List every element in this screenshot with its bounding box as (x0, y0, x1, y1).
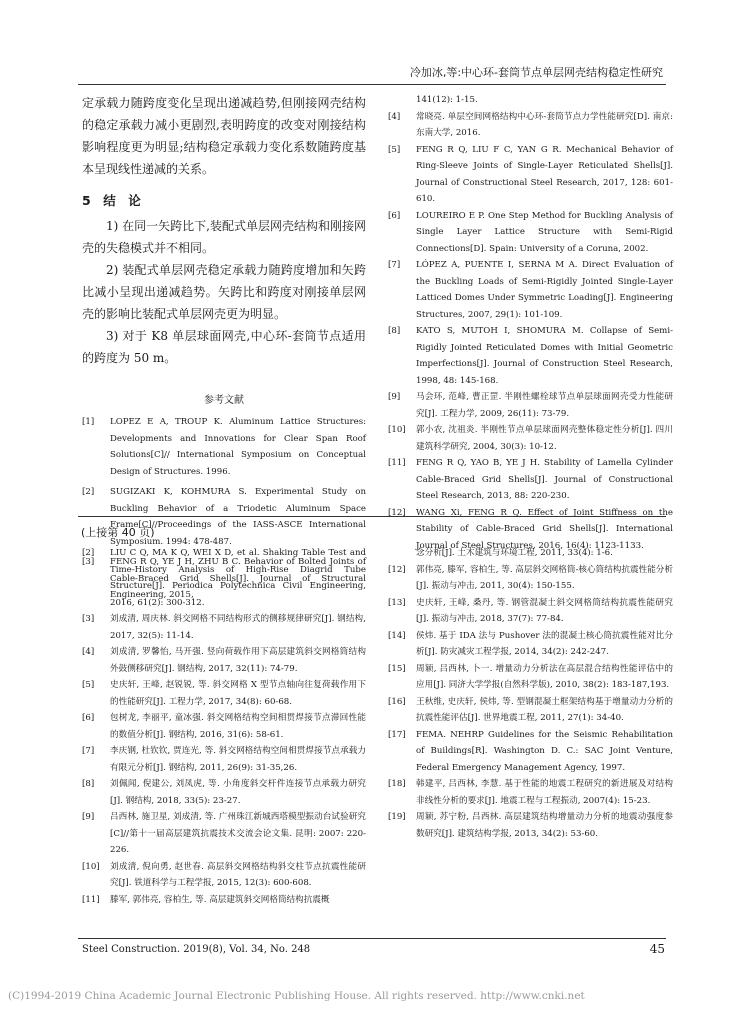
reference-text: 念分析[J]. 土木建筑与环境工程, 2011, 33(4): 1-6. (416, 548, 613, 558)
reference-entry (388, 389, 673, 422)
reference-text: WANG Xi, FENG R Q. Effect of Joint Stiffness on the Stability of Cable-Braced Grid Shells[J]. International Journal of Steel Structures, 2016, 16(4): 1123-1133. (416, 507, 673, 551)
reference-number: [5] (388, 144, 401, 155)
reference-text: 常晓亮. 单层空间网格结构中心环-套筒节点力学性能研究[D]. 南京: 东南大学, 2016. (416, 111, 673, 138)
reference-number: [8] (82, 779, 95, 789)
conclusion-item: 2) 装配式单层网壳稳定承载力随跨度增加和矢跨比减小呈现出递减趋势。矢跨比和跨度对刚接单层网壳的影响比装配式单层网壳更为明显。 (82, 263, 366, 321)
reference-number: [6] (388, 210, 401, 221)
reference-entry (82, 545, 366, 611)
reference-number: [3] (82, 614, 95, 624)
reference-entry (82, 710, 366, 743)
reference-text: FENG R Q, YAO B, YE J H. Stability of Lamella Cylinder Cable-Braced Grid Shells[J]. Journal of Constructional Steel Research, 2013, 88: 220-230. (416, 458, 673, 501)
reference-entry (388, 257, 673, 323)
reference-entry (388, 109, 673, 142)
header-rule (78, 84, 666, 85)
footer-journal-info: Steel Construction. 2019(8), Vol. 34, No. 248 (82, 944, 311, 955)
reference-number: [8] (388, 326, 401, 336)
reference-number: [4] (82, 647, 95, 657)
reference-text: LÓPEZ A, PUENTE I, SERNA M A. Direct Evaluation of the Buckling Loads of Semi-Rigidly Jointed Single-Layer Latticed Domes Under Symmetric Loading[J]. Engineering Structures, 2007, 29(1): 101-109. (416, 260, 673, 320)
reference-number: [9] (82, 812, 95, 822)
reference-number: [11] (388, 458, 406, 468)
reference-entry (82, 414, 366, 480)
reference-text: 侯炜. 基于 IDA 法与 Pushover 法的混凝土核心筒抗震性能对比分析[J]. 防灾减灾工程学报, 2014, 34(2): 242-247. (416, 630, 673, 657)
reference-text: 韩建平, 吕西林, 李慧. 基于性能的地震工程研究的新进展及对结构非线性分析的要求[J]. 地震工程与工程振动, 2007(4): 15-23. (416, 779, 673, 806)
reference-text: FEMA. NEHRP Guidelines for the Seismic Rehabilitation of Buildings[R]. Washington D. C.: SAC Joint Venture, Federal Emergency Management Agency, 1997. (416, 729, 673, 773)
reference-entry (82, 743, 366, 776)
reference-entry (388, 776, 673, 809)
right-column (388, 92, 673, 554)
reference-text: 马会环, 范峰, 曹正罡. 半刚性螺栓球节点单层球面网壳受力性能研究[J]. 工程力学, 2009, 26(11): 73-79. (416, 392, 673, 419)
reference-entry (388, 422, 673, 455)
reference-entry (82, 892, 366, 909)
reference-number: [16] (388, 696, 406, 707)
reference-text: LOUREIRO E P. One Step Method for Buckling Analysis of Single Layer Lattice Structure with Semi-Rigid Connections[D]. Spain: University of a Coruna, 2002. (416, 210, 673, 254)
reference-entry (82, 644, 366, 677)
footer-rule (78, 938, 666, 939)
reference-number: [19] (388, 812, 406, 822)
reference-text: 李庆钢, 杜钦钦, 贾连光, 等. 斜交网格结构空间相贯焊接节点承载力有限元分析[J]. 钢结构, 2011, 26(9): 31-35,26. (110, 746, 366, 773)
reference-number: [3] (82, 557, 95, 567)
conclusion-item: 3) 对于 K8 单层球面网壳,中心环-套筒节点适用的跨度为 50 m。 (82, 329, 366, 365)
references-heading: 参考文献 (204, 395, 244, 406)
continued-references-left (82, 545, 366, 908)
continuation-label: (上接第 40 页) (81, 526, 155, 539)
reference-text: LIU C Q, MA K Q, WEI X D, et al. Shaking Table Test and Time-History Analysis of High-Rise Diagrid Tube Structure[J]. Periodica Polytechnica Civil Engineering, 2016, 61(2): 300-312. (110, 548, 366, 608)
reference-number: [10] (388, 425, 406, 435)
reference-number: [10] (82, 861, 100, 872)
reference-text: LOPEZ E A, TROUP K. Aluminum Lattice Structures: Developments and Innovations for Clear Span Roof Solutions[C]// International Symposium on Conceptual Design of Structures. 1996. (110, 417, 366, 477)
reference-entry (82, 677, 366, 710)
reference-text: FENG R Q, LIU F C, YAN G R. Mechanical Behavior of Ring-Sleeve Joints of Single-Layer Reticulated Shells[J]. Journal of Constructional Steel Research, 2017, 128: 601-610. (416, 144, 673, 204)
reference-entry (82, 859, 366, 892)
reference-text: 郭小农, 沈祖炎. 半刚性节点单层球面网壳整体稳定性分析[J]. 四川建筑科学研究, 2004, 30(3): 10-12. (416, 425, 673, 452)
reference-number: [7] (388, 260, 401, 270)
reference-entry (388, 92, 673, 109)
reference-number: [13] (388, 597, 406, 608)
reference-entry (82, 809, 366, 859)
reference-entry (388, 661, 673, 694)
reference-number: [12] (388, 564, 406, 575)
reference-number: [1] (82, 417, 95, 427)
reference-entry (388, 595, 673, 628)
reference-entry (82, 776, 366, 809)
reference-number: [14] (388, 630, 406, 641)
reference-number: [2] (82, 487, 95, 497)
reference-entry (388, 142, 673, 208)
reference-entry (388, 562, 673, 595)
conclusion-heading: 5 结 论 (82, 193, 141, 208)
reference-text: 刘佩闻, 倪建公, 刘凤虎, 等. 小角度斜交杆件连接节点承载力研究[J]. 钢结构, 2018, 33(5): 23-27. (110, 779, 366, 806)
reference-text: 吕西林, 施卫星, 刘成清, 等. 广州珠江新城西塔模型振动台试验研究[C]//第十一届高层建筑抗震技术交流会论文集. 昆明: 2007: 220-226. (110, 812, 366, 855)
reference-text: KATO S, MUTOH I, SHOMURA M. Collapse of Semi-Rigidly Jointed Reticulated Domes with Initial Geometric Imperfections[J]. Journal of Construction Steel Research, 1998, 48: 145-168. (416, 326, 673, 386)
reference-number: [17] (388, 729, 406, 740)
reference-number: [5] (82, 680, 95, 690)
reference-text: 王秋维, 史庆轩, 侯炜, 等. 型钢混凝土框架结构基于增量动力分析的抗震性能评估[J]. 世界地震工程, 2011, 27(1): 34-40. (416, 696, 673, 723)
reference-number (388, 545, 416, 562)
reference-number: [7] (82, 746, 95, 756)
reference-text: 史庆轩, 王峰, 赵锐锐, 等. 斜交网格 X 型节点轴向往复荷载作用下的性能研究[J]. 工程力学, 2017, 34(8): 60-68. (110, 680, 366, 707)
intro-paragraph: 定承载力随跨度变化呈现出递减趋势,但刚接网壳结构的稳定承载力减小更剧烈,表明跨度的改变对刚接结构影响程度更为明显;结构稳定承载力变化系数随跨度基本呈现线性递减的关系。 (82, 96, 366, 176)
reference-number: [4] (388, 111, 401, 122)
continued-references-right (388, 545, 673, 842)
reference-number (388, 92, 416, 109)
reference-number: [12] (388, 507, 406, 518)
reference-text: 刘成清, 倪向勇, 赵世春. 高层斜交网格结构斜交柱节点抗震性能研究[J]. 铁道科学与工程学报, 2015, 12(3): 600-608. (110, 861, 366, 888)
copyright-watermark: (C)1994-2019 China Academic Journal Electronic Publishing House. All rights reserved. http://www.cnki.net (8, 990, 585, 1002)
section-divider (78, 516, 666, 517)
reference-entry (388, 455, 673, 505)
reference-entry (388, 628, 673, 661)
conclusion-item: 1) 在同一矢跨比下,装配式单层网壳结构和刚接网壳的失稳模式并不相同。 (82, 219, 366, 255)
running-title: 冷加冰,等:中心环-套筒节点单层网壳结构稳定性研究 (409, 66, 663, 79)
reference-number: [6] (82, 713, 95, 723)
reference-entry (388, 545, 673, 562)
reference-text: 史庆轩, 王峰, 桑丹, 等. 钢管混凝土斜交网格筒结构抗震性能研究[J]. 振动与冲击, 2018, 37(7): 77-84. (416, 597, 673, 624)
reference-text: 郭伟亮, 滕军, 容柏生, 等. 高层斜交网格筒-核心筒结构抗震性能分析[J]. 振动与冲击, 2011, 30(4): 150-155. (416, 564, 673, 591)
reference-text: 滕军, 郭伟亮, 容柏生, 等. 高层建筑斜交网格筒结构抗震概 (110, 894, 330, 905)
reference-entry (388, 694, 673, 727)
reference-number: [15] (388, 663, 406, 674)
reference-text: 刘成清, 罗馨怡, 马开强. 竖向荷载作用下高层建筑斜交网格筒结构外鼓侧移研究[J]. 钢结构, 2017, 32(11): 74-79. (110, 647, 366, 674)
reference-number: [9] (388, 392, 401, 402)
reference-number: [2] (82, 548, 95, 558)
reference-entry (388, 208, 673, 258)
reference-entry (388, 809, 673, 842)
reference-text: 包树龙, 李丽平, 童冰强. 斜交网格结构空间相贯焊接节点滞回性能的数值分析[J]. 钢结构, 2016, 31(6): 58-61. (110, 713, 366, 740)
reference-entry (388, 323, 673, 389)
page-number: 45 (649, 942, 665, 956)
reference-entry (82, 611, 366, 644)
reference-text: 周颖, 苏宁粉, 吕西林. 高层建筑结构增量动力分析的地震动强度参数研究[J]. 建筑结构学报, 2013, 34(2): 53-60. (416, 812, 673, 839)
reference-number: [18] (388, 779, 406, 789)
reference-text: SUGIZAKI K, KOHMURA S. Experimental Study on Buckling Behavior of a Triodetic Aluminum Space Frame[C]//Proceedings of the IASS-ASCE International Symposium. 1994: 478-487. (110, 487, 366, 547)
reference-text: FENG R Q, YE J H, ZHU B C. Behavior of Bolted Joints of Cable-Braced Grid Shells[J]. Journal of Structural Engineering, 2015, (110, 557, 366, 600)
reference-text: 141(12): 1-15. (416, 95, 478, 105)
reference-text: 刘成清, 周庆林. 斜交网格不同结构形式的侧移规律研究[J]. 钢结构, 2017, 32(5): 11-14. (110, 614, 366, 641)
reference-entry (82, 484, 366, 550)
reference-text: 周颖, 吕西林, 卜一. 增量动力分析法在高层混合结构性能评估中的应用[J]. 同济大学学报(自然科学版), 2010, 38(2): 183-187,193. (416, 663, 673, 690)
reference-entry (388, 727, 673, 777)
reference-number: [11] (82, 894, 100, 905)
